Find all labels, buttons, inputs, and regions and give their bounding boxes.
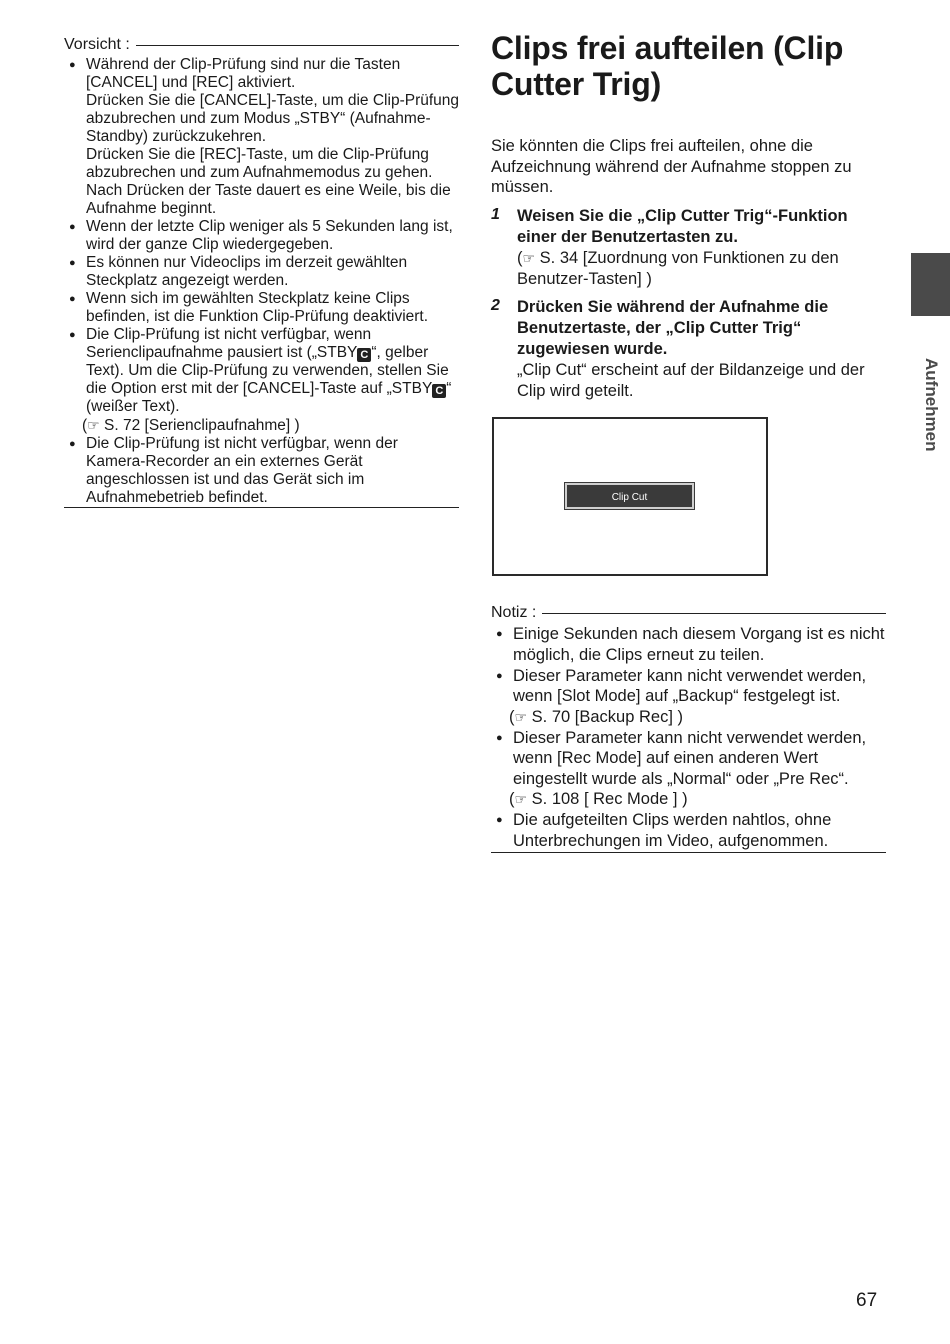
page-reference xyxy=(82,416,459,435)
caution-item: ● Es können nur Videoclips im derzeit gewählten Steckplatz angezeigt werden. xyxy=(64,254,459,290)
step-heading: Drücken Sie während der Aufnahme die Benutzertaste, der „Clip Cutter Trig“ zugewiesen wurde. xyxy=(517,297,829,358)
step-item xyxy=(491,297,886,403)
step-item xyxy=(491,206,886,291)
note-bottom-rule xyxy=(491,852,886,853)
ref-text: S. 108 [ Rec Mode ] ) xyxy=(531,790,688,808)
ref-text: S. 72 [Serienclipaufnahme] ) xyxy=(104,417,300,434)
note-text: ● Dieser Parameter kann nicht verwendet werden, wenn [Rec Mode] auf einen anderen Wert eingestellt wurde als „Normal“ oder „Pre Rec“. xyxy=(513,728,867,788)
note-item xyxy=(491,728,886,810)
note-item xyxy=(491,666,886,728)
note-box xyxy=(491,602,886,853)
step-body: „Clip Cut“ erscheint auf der Bildanzeige und der Clip wird geteilt. xyxy=(517,360,865,400)
pointing-hand-icon: ☞ xyxy=(514,791,528,807)
ref-paren: ( xyxy=(517,248,523,267)
note-heading-row xyxy=(491,602,886,624)
section-title: Clips frei aufteilen (Clip Cutter Trig) xyxy=(491,30,844,102)
caution-item xyxy=(64,56,459,218)
caution-heading-row xyxy=(64,34,459,56)
pointing-hand-icon: ☞ xyxy=(87,417,100,433)
note-text: ● Dieser Parameter kann nicht verwendet werden, wenn [Slot Mode] auf „Backup“ festgelegt ist. xyxy=(513,666,867,705)
screen-illustration xyxy=(492,417,768,576)
caution-item: ● Wenn sich im gewählten Steckplatz keine Clips befinden, ist die Funktion Clip-Prüfung deaktiviert. xyxy=(64,290,459,326)
clip-cut-indicator: Clip Cut xyxy=(565,483,694,509)
caution-bottom-rule xyxy=(64,507,459,508)
note-rule xyxy=(542,613,886,614)
page-reference xyxy=(509,789,886,810)
note-item: ● Einige Sekunden nach diesem Vorgang ist es nicht möglich, die Clips erneut zu teilen. xyxy=(491,624,886,665)
steps-list xyxy=(491,206,886,403)
caution-rule xyxy=(136,45,459,46)
ref-paren: ( xyxy=(509,790,515,808)
caution-text: “ (weißer Text). xyxy=(86,380,452,415)
ref-paren: ( xyxy=(509,707,515,726)
step-number: 1 xyxy=(491,205,500,223)
caution-item xyxy=(64,326,459,435)
caution-text: Die Clip-Prüfung ist nicht verfügbar, wenn Serienclipaufnahme pausiert ist („STBY xyxy=(86,326,372,361)
ref-paren: ( xyxy=(82,417,88,434)
caution-box xyxy=(64,34,459,508)
serial-clip-c-icon: C xyxy=(357,348,371,362)
ref-text: S. 34 [Zuordnung von Funktionen zu den Benutzer-Tasten] ) xyxy=(517,248,839,288)
step-heading: Weisen Sie die „Clip Cutter Trig“-Funktion einer der Benutzertasten zu. xyxy=(517,206,848,246)
caution-list xyxy=(64,56,459,507)
page-reference xyxy=(509,707,886,728)
caution-text: “, gelber Text). Um die Clip-Prüfung zu verwenden, stellen Sie die Option erst mit der [CANCEL]-Taste auf „STBY xyxy=(86,344,449,397)
note-heading: Notiz : xyxy=(491,604,537,621)
intro-text: Sie könnten die Clips frei aufteilen, ohne die Aufzeichnung während der Aufnahme stoppen zu müssen. xyxy=(491,137,852,196)
note-list xyxy=(491,624,886,851)
note-item: ● Die aufgeteilten Clips werden nahtlos, ohne Unterbrechungen im Video, aufgenommen. xyxy=(491,810,886,851)
caution-line: ● Während der Clip-Prüfung sind nur die Tasten [CANCEL] und [REC] aktiviert. xyxy=(86,56,401,91)
main-section xyxy=(491,30,886,409)
pointing-hand-icon: ☞ xyxy=(514,708,528,725)
caution-line: Drücken Sie die [CANCEL]-Taste, um die Clip-Prüfung abzubrechen und zum Modus „STBY“ (Aufnahme-Standby) zurückzukehren. xyxy=(86,92,460,145)
serial-clip-c-icon: C xyxy=(432,384,446,398)
chapter-tab xyxy=(911,253,950,316)
caution-heading: Vorsicht : xyxy=(64,36,130,53)
pointing-hand-icon: ☞ xyxy=(522,249,536,266)
caution-item: ● Wenn der letzte Clip weniger als 5 Sekunden lang ist, wird der ganze Clip wiedergegeben. xyxy=(64,218,459,254)
step-number: 2 xyxy=(491,296,500,314)
caution-line: Drücken Sie die [REC]-Taste, um die Clip-Prüfung abzubrechen und zum Aufnahmemodus zu gehen. Nach Drücken der Taste dauert es eine Weile, bis die Aufnahme beginnt. xyxy=(86,146,451,217)
chapter-label: Aufnehmen xyxy=(922,358,941,452)
page-number: 67 xyxy=(856,1290,878,1311)
ref-text: S. 70 [Backup Rec] ) xyxy=(531,707,683,726)
caution-item: ● Die Clip-Prüfung ist nicht verfügbar, wenn der Kamera-Recorder an ein externes Gerät angeschlossen ist und das Gerät sich im Aufnahmebetrieb befindet. xyxy=(64,435,459,507)
page-reference xyxy=(517,248,886,291)
